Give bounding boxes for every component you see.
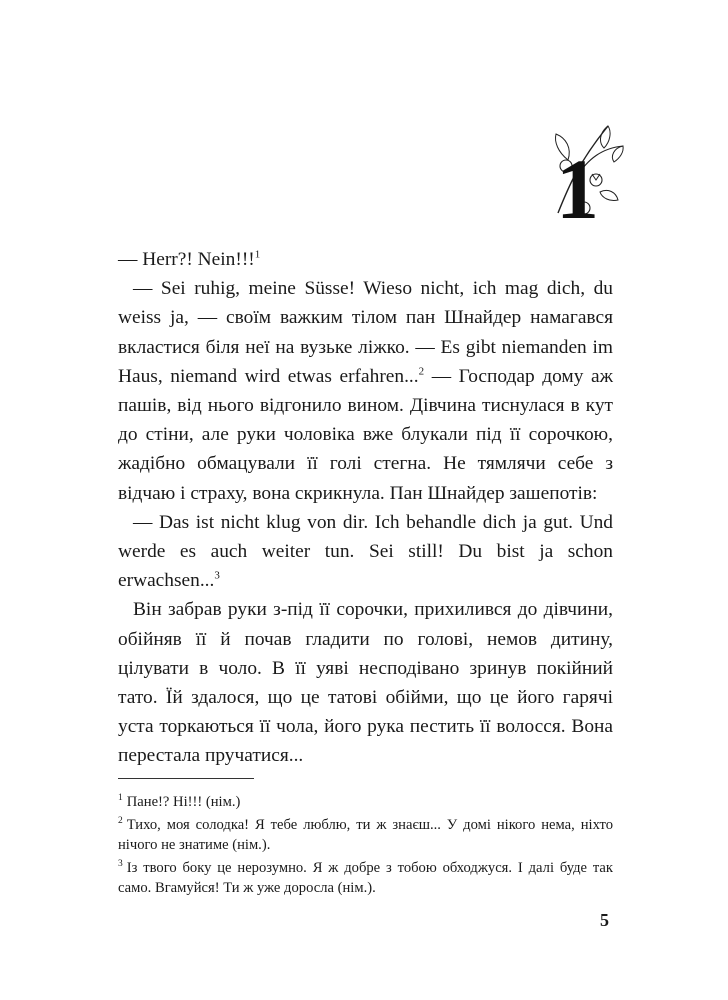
- footnote-ref[interactable]: 1: [254, 248, 261, 261]
- footnote-divider: [118, 778, 254, 779]
- footnote: $^3$ Із твого боку це нерозумно. Я ж добре з тобою обходжуся. І далі буде так само. Вгамуйся! Ти ж уже доросла (нім.).: [118, 858, 613, 896]
- body-text: [118, 245, 613, 771]
- footnote: $^1$ Пане!? Ні!!! (нім.): [118, 793, 241, 810]
- chapter-ornament: [548, 118, 628, 237]
- paragraph: — Herr?! Nein!!!$^1$: [118, 248, 261, 270]
- paragraph: — Sei ruhig, meine Süsse! Wieso nicht, ich mag dich, du weiss ja, — своїм важким тілом пан Шнайдер намагався вкластися біля неї на вузьке ліжко. — Es gibt niemanden im Haus, niemand wird etwas erfahren...$^2$ — Господар дому аж пашів, від нього відгонило вином. Дівчина тиснулася в кут до стіни, але руки чоловіка вже блукали під її сорочкою, жадібно обмацували її голі стегна. Не тямлячи себе з відчаю і страху, вона скрикнула. Пан Шнайдер зашепотів:: [118, 278, 613, 504]
- paragraph: — Das ist nicht klug von dir. Ich behandle dich ja gut. Und werde es auch weiter tun. Sei still! Du bist ja schon erwachsen...$^3$: [118, 511, 613, 592]
- footnote-ref[interactable]: 2: [418, 365, 425, 378]
- footnotes: [118, 792, 613, 901]
- paragraph: Він забрав руки з-під її сорочки, прихилився до дівчини, обійняв її й почав гладити по голові, немов дитину, цілувати в чоло. В її уяві несподівано зринув покійний тато. Їй здалося, що це татові обійми, що це його гарячі уста торкаються її чола, його рука пестить її волосся. Вона перестала пручатися...: [118, 599, 613, 767]
- footnote-ref[interactable]: 3: [214, 569, 220, 582]
- chapter-number: 1: [556, 141, 599, 237]
- page-number: 5: [600, 910, 609, 930]
- footnote: $^2$ Тихо, моя солодка! Я тебе люблю, ти ж знаєш... У домі нікого нема, ніхто нічого не знатиме (нім.).: [118, 815, 613, 853]
